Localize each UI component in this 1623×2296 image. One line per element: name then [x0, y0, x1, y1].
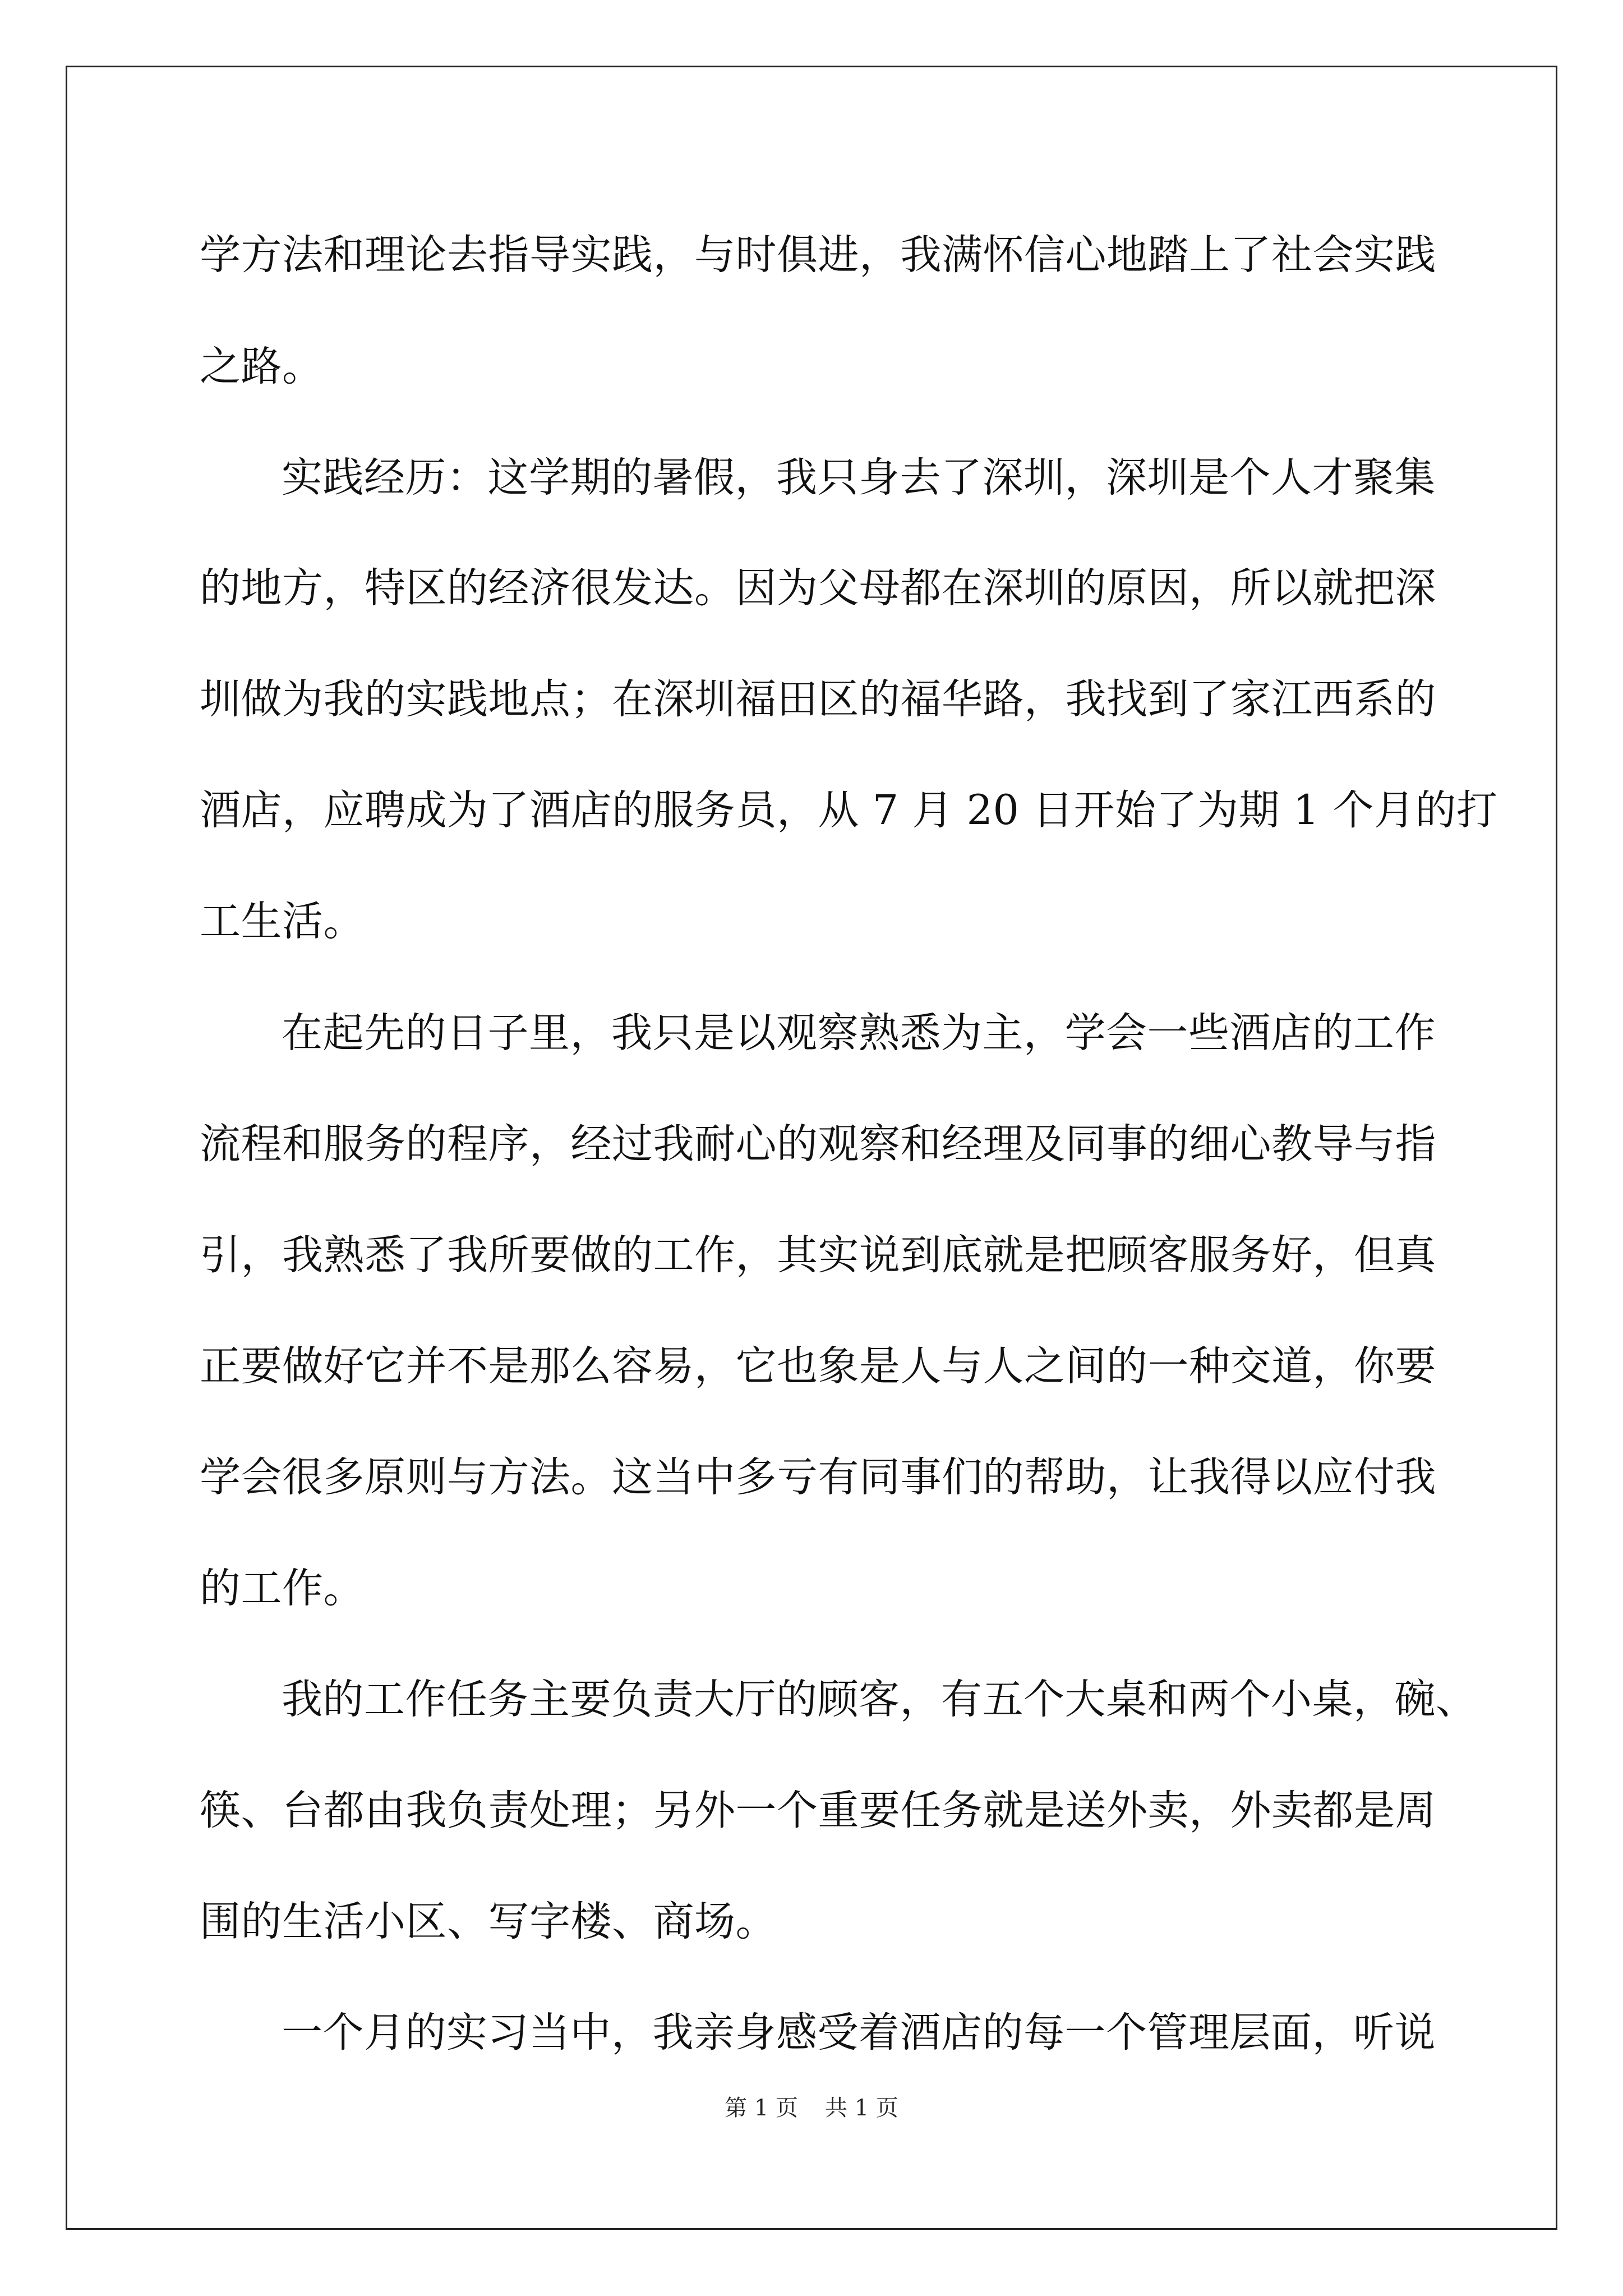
paragraph-first-line: 实践经历：这学期的暑假，我只身去了深圳，深圳是个人才聚集 — [282, 454, 1436, 501]
page-number: 第 1 页 — [725, 2095, 798, 2121]
text-line: 学会很多原则与方法。这当中多亏有同事们的帮助，让我得以应付我 — [200, 1453, 1436, 1501]
paragraph-first-line: 在起先的日子里，我只是以观察熟悉为主，学会一些酒店的工作 — [282, 1009, 1436, 1057]
paragraph-first-line: 我的工作任务主要负责大厅的顾客，有五个大桌和两个小桌，碗、 — [282, 1676, 1477, 1723]
text-line: 正要做好它并不是那么容易，它也象是人与人之间的一种交道，你要 — [200, 1342, 1436, 1390]
page-total: 共 1 页 — [825, 2095, 898, 2121]
page-footer — [0, 2091, 1623, 2125]
text-line: 的地方，特区的经济很发达。因为父母都在深圳的原因，所以就把深 — [200, 564, 1436, 612]
text-line: 之路。 — [200, 343, 324, 390]
text-line: 酒店，应聘成为了酒店的服务员，从 7 月 20 日开始了为期 1 个月的打 — [200, 786, 1498, 834]
text-line: 流程和服务的程序，经过我耐心的观察和经理及同事的细心教导与指 — [200, 1120, 1436, 1168]
text-line: 工生活。 — [200, 898, 365, 945]
text-line: 引，我熟悉了我所要做的工作，其实说到底就是把顾客服务好，但真 — [200, 1231, 1436, 1279]
text-line: 学方法和理论去指导实践，与时俱进，我满怀信心地踏上了社会实践 — [200, 231, 1436, 279]
text-line: 筷、台都由我负责处理；另外一个重要任务就是送外卖，外卖都是周 — [200, 1787, 1436, 1834]
paragraph-first-line: 一个月的实习当中，我亲身感受着酒店的每一个管理层面，听说 — [282, 2009, 1436, 2056]
text-line: 圳做为我的实践地点；在深圳福田区的福华路，我找到了家江西系的 — [200, 675, 1436, 723]
text-line: 围的生活小区、写字楼、商场。 — [200, 1898, 777, 1945]
text-line: 的工作。 — [200, 1565, 365, 1612]
